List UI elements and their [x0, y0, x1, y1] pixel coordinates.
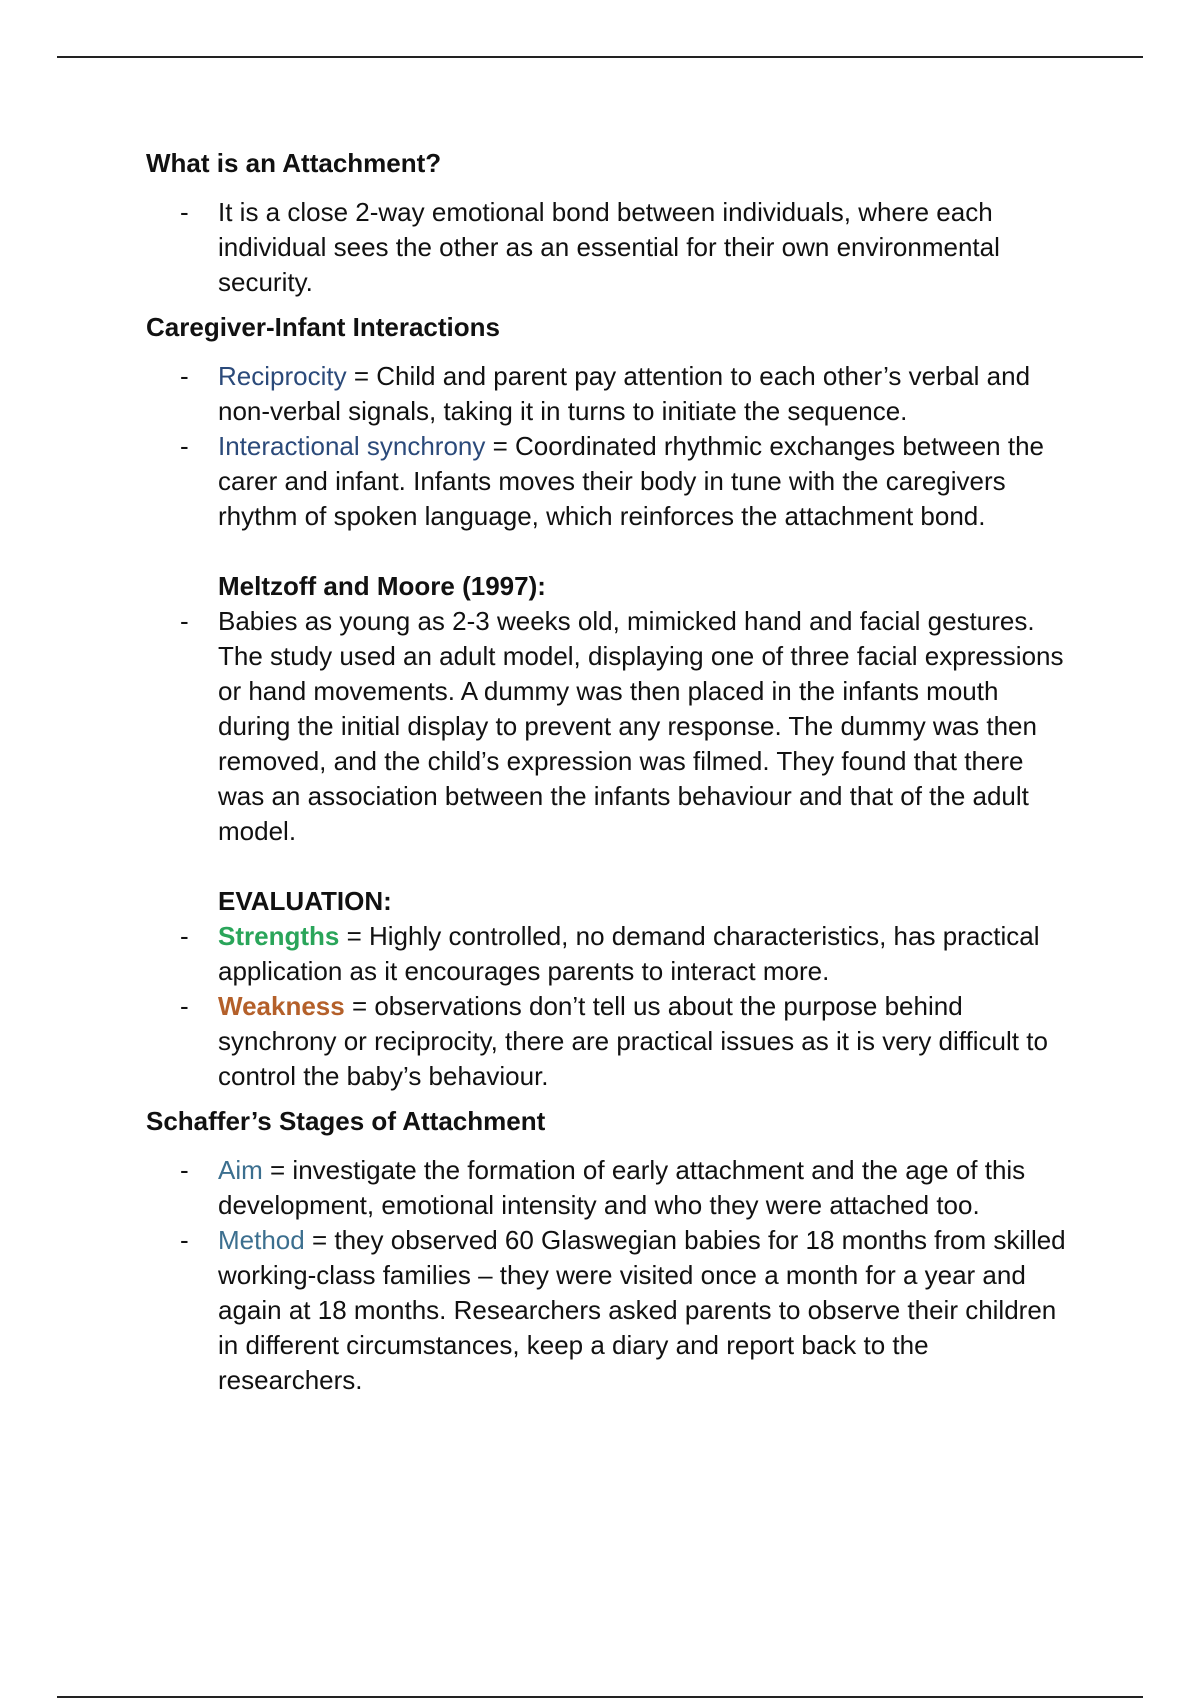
bullet-dash: -: [180, 921, 189, 951]
bottom-rule: [57, 1696, 1143, 1698]
bullet-dash: -: [180, 606, 189, 636]
list-evaluation: [146, 919, 1076, 1094]
term-method: Method: [218, 1225, 305, 1255]
bullet-dash: -: [180, 991, 189, 1021]
bullet-text: = investigate the formation of early attachment and the age of this development, emotional intensity and who they were attached too.: [218, 1155, 1026, 1220]
heading-schaffer-stages: Schaffer’s Stages of Attachment: [146, 1106, 546, 1136]
list-item: [146, 429, 1076, 534]
list-attachment-definition: [146, 195, 1076, 300]
bullet-dash: -: [180, 1225, 189, 1255]
list-item: [146, 195, 1076, 300]
term-reciprocity: Reciprocity: [218, 361, 347, 391]
heading-caregiver-infant: Caregiver-Infant Interactions: [146, 312, 500, 342]
term-aim: Aim: [218, 1155, 263, 1185]
term-weakness: Weakness: [218, 991, 345, 1021]
bullet-text: = Coordinated rhythmic exchanges between the carer and infant. Infants moves their body in tune with the caregivers rhythm of spoken language, which reinforces the attachment bond.: [218, 431, 1044, 531]
document-body: [146, 146, 1076, 1398]
term-strengths: Strengths: [218, 921, 340, 951]
bullet-text: = Highly controlled, no demand characteristics, has practical application as it encourages parents to interact more.: [218, 921, 1040, 986]
bullet-dash: -: [180, 197, 189, 227]
list-meltzoff-moore: [146, 604, 1076, 849]
top-rule: [57, 56, 1143, 58]
bullet-text: = they observed 60 Glaswegian babies for 18 months from skilled working-class families – they were visited once a month for a year and again at 18 months. Researchers asked parents to observe their children in different circumstances, keep a diary and report back to the researchers.: [218, 1225, 1066, 1395]
list-item: [146, 1223, 1076, 1398]
list-item: [146, 604, 1076, 849]
list-item: [146, 989, 1076, 1094]
list-item: [146, 1153, 1076, 1223]
bullet-dash: -: [180, 361, 189, 391]
bullet-text: = Child and parent pay attention to each other’s verbal and non-verbal signals, taking it in turns to initiate the sequence.: [218, 361, 1031, 426]
bullet-dash: -: [180, 431, 189, 461]
heading-what-is-attachment: What is an Attachment?: [146, 148, 442, 178]
list-schaffer: [146, 1153, 1076, 1398]
subheading-evaluation: EVALUATION:: [218, 886, 392, 916]
list-item: [146, 919, 1076, 989]
list-caregiver-infant: [146, 359, 1076, 534]
bullet-text: = observations don’t tell us about the purpose behind synchrony or reciprocity, there are practical issues as it is very difficult to control the baby’s behaviour.: [218, 991, 1048, 1091]
bullet-text: Babies as young as 2-3 weeks old, mimicked hand and facial gestures. The study used an adult model, displaying one of three facial expressions or hand movements. A dummy was then placed in the infants mouth during the initial display to prevent any response. The dummy was then removed, and the child’s expression was filmed. They found that there was an association between the infants behaviour and that of the adult model.: [218, 606, 1064, 846]
bullet-dash: -: [180, 1155, 189, 1185]
term-interactional-synchrony: Interactional synchrony: [218, 431, 486, 461]
bullet-text: It is a close 2-way emotional bond between individuals, where each individual sees the other as an essential for their own environmental security.: [218, 197, 1000, 297]
subheading-meltzoff-moore: Meltzoff and Moore (1997):: [218, 571, 546, 601]
list-item: [146, 359, 1076, 429]
